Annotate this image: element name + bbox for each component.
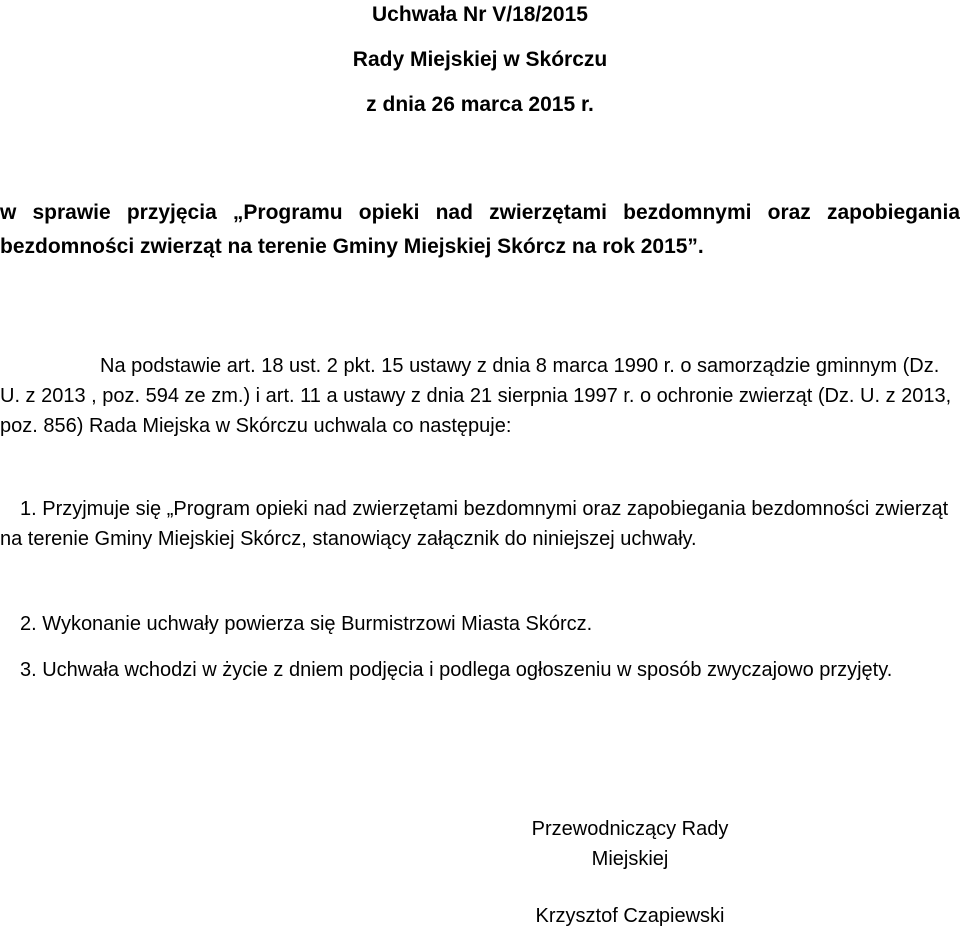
signature-title-line2: Miejskiej (591, 848, 669, 870)
resolution-number: Uchwała Nr V/18/2015 (372, 3, 588, 26)
resolution-subject: w sprawie przyjęcia „Programu opieki nad zwierzętami bezdomnymi oraz zapobiegania bezdomności zwierząt na terenie Gminy Miejskiej Skórcz na rok 2015”. (0, 201, 960, 258)
council-name: Rady Miejskiej w Skórczu (352, 48, 608, 71)
paragraph-3 (0, 655, 960, 685)
signature-title-line1: Przewodniczący Rady (531, 818, 729, 840)
paragraph-3-text: 3. Uchwała wchodzi w życie z dniem podjęcia i podlega ogłoszeniu w sposób zwyczajowo przyjęty. (20, 659, 893, 681)
legal-basis-paragraph (0, 351, 960, 441)
signature-name: Krzysztof Czapiewski (535, 905, 725, 927)
paragraph-2 (0, 609, 960, 639)
paragraph-2-text: 2. Wykonanie uchwały powierza się Burmistrzowi Miasta Skórcz. (20, 613, 593, 635)
resolution-date: z dnia 26 marca 2015 r. (366, 93, 594, 116)
paragraph-1-text: 1. Przyjmuje się „Program opieki nad zwierzętami bezdomnymi oraz zapobiegania bezdomności zwierząt na terenie Gminy Miejskiej Skórcz, stanowiący załącznik do niniejszej uchwały. (0, 498, 949, 550)
legal-basis-text: Na podstawie art. 18 ust. 2 pkt. 15 ustawy z dnia 8 marca 1990 r. o samorządzie gminnym (Dz. U. z 2013 , poz. 594 ze zm.) i art. 11 a ustawy z dnia 21 sierpnia 1997 r. o ochronie zwierząt (Dz. U. z 2013, poz. 856) Rada Miejska w Skórczu uchwala co następuje: (0, 355, 952, 437)
paragraph-1 (0, 494, 960, 554)
